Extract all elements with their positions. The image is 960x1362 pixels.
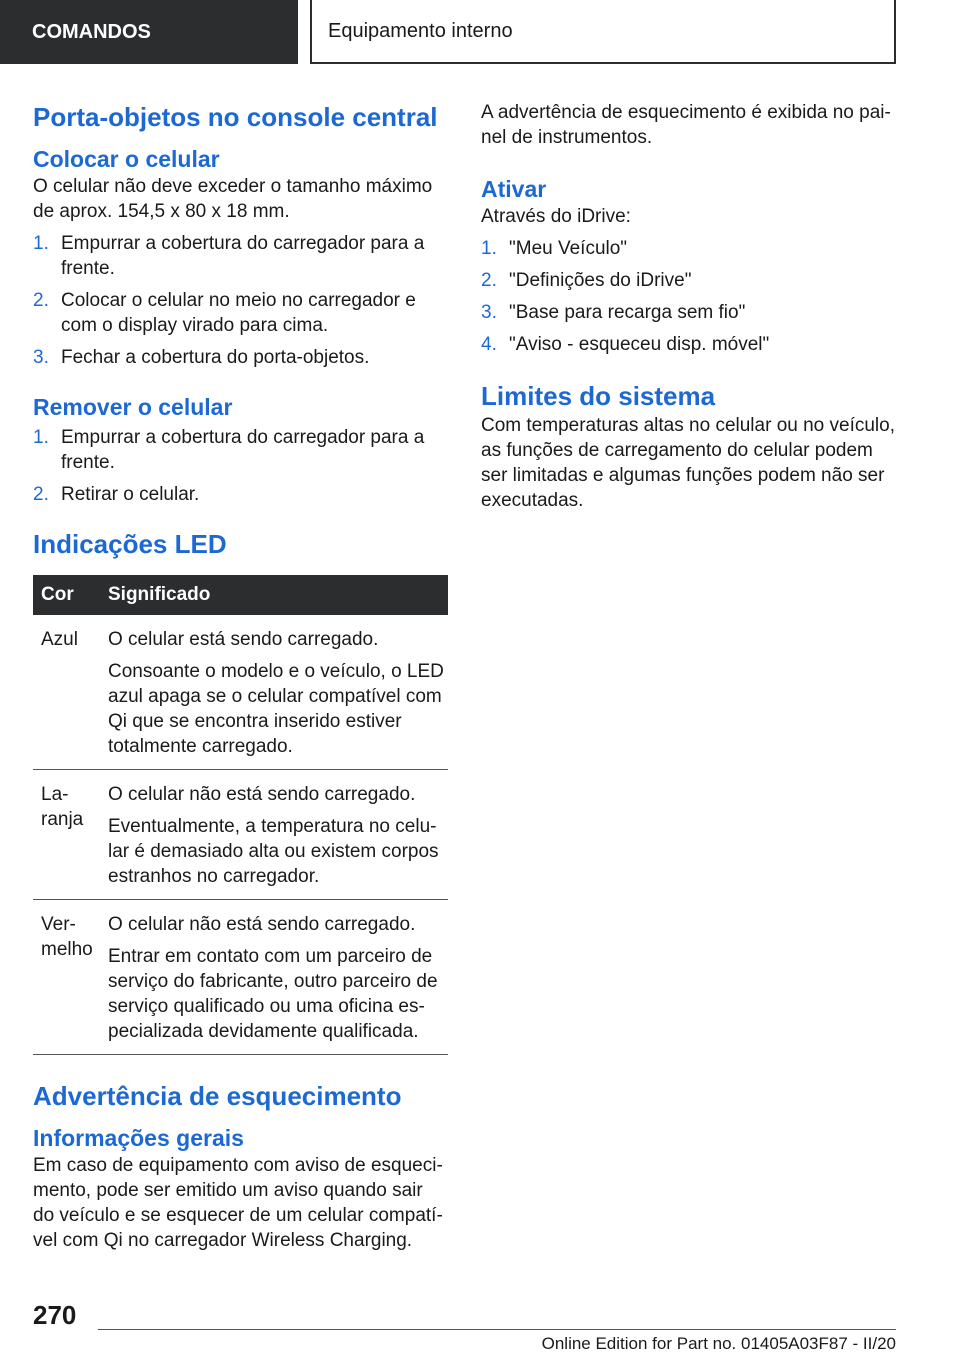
table-row — [33, 615, 448, 770]
list-item: 1. Empurrar a cobertura do carregador para a frente. — [33, 427, 425, 473]
heading-activate: Ativar — [481, 176, 547, 202]
limits-text: Com temperaturas altas no celular ou no veículo, as funções de carregamento do celular podem ser limitadas e algumas funções podem não ser executadas. — [481, 415, 895, 511]
list-item: 4. "Aviso - esqueceu disp. móvel" — [481, 334, 770, 355]
intro-text: A advertência de esquecimento é exibida no painel de instrumentos. — [481, 102, 891, 148]
heading-system-limits: Limites do sistema — [481, 381, 716, 411]
left-column — [33, 100, 448, 1253]
heading-place-phone: Colocar o celular — [33, 146, 220, 172]
heading-storage: Porta-objetos no console central — [33, 102, 438, 132]
chapter-title: Equipamento interno — [310, 0, 896, 64]
heading-led: Indicações LED — [33, 529, 227, 559]
footer-divider — [98, 1329, 896, 1330]
activate-steps — [481, 236, 896, 357]
cell-meaning: O celular não está sendo carregado. Entrar em contato com um parceiro de serviço do fabricante, outro parceiro de serviço qualificado ou uma oficina especializada devidamente qualificada. — [99, 900, 448, 1055]
cell-meaning: O celular não está sendo carregado. Eventualmente, a temperatura no celular é demasiado alta ou existem corpos estranhos no carregador. — [99, 770, 448, 900]
general-text: Em caso de equipamento com aviso de esquecimento, pode ser emitido um aviso quando sair do veículo e se esquecer de um celular compatível com Qi no carregador Wireless Charging. — [33, 1155, 443, 1251]
table-header-meaning: Significado — [99, 575, 448, 615]
cell-color: Azul — [33, 615, 99, 770]
heading-forget-warning: Advertência de esquecimento — [33, 1081, 402, 1111]
table-row — [33, 900, 448, 1055]
remove-steps — [33, 425, 448, 507]
section-tab: COMANDOS — [0, 0, 298, 64]
led-table — [33, 575, 448, 1055]
right-column — [481, 100, 896, 513]
heading-remove-phone: Remover o celular — [33, 394, 233, 420]
heading-general-info: Informações gerais — [33, 1125, 244, 1151]
page-header — [0, 0, 960, 66]
activate-text: Através do iDrive: — [481, 206, 631, 227]
place-text: O celular não deve exceder o tamanho máximo de aprox. 154,5 x 80 x 18 mm. — [33, 176, 433, 222]
cell-meaning: O celular está sendo carregado. Consoante o modelo e o veículo, o LED azul apaga se o celular compatível com Qi que se encontra inserido estiver totalmente carregado. — [99, 615, 448, 770]
list-item: 1. "Meu Veículo" — [481, 238, 628, 259]
list-item: 3. "Base para recarga sem fio" — [481, 302, 746, 323]
table-header-color: Cor — [33, 575, 99, 615]
edition-footer: Online Edition for Part no. 01405A03F87 - II/20 — [541, 1334, 896, 1353]
list-item: 2. Colocar o celular no meio no carregador e com o display virado para cima. — [33, 290, 416, 336]
table-header-row — [33, 575, 448, 615]
table-row — [33, 770, 448, 900]
list-item: 2. "Definições do iDrive" — [481, 270, 692, 291]
place-steps — [33, 231, 448, 370]
cell-color: Laranja — [33, 770, 99, 900]
list-item: 1. Empurrar a cobertura do carregador para a frente. — [33, 233, 425, 279]
list-item: 2. Retirar o celular. — [33, 484, 200, 505]
page-number: 270 — [33, 1300, 77, 1330]
cell-color: Vermelho — [33, 900, 99, 1055]
list-item: 3. Fechar a cobertura do porta-objetos. — [33, 347, 370, 368]
